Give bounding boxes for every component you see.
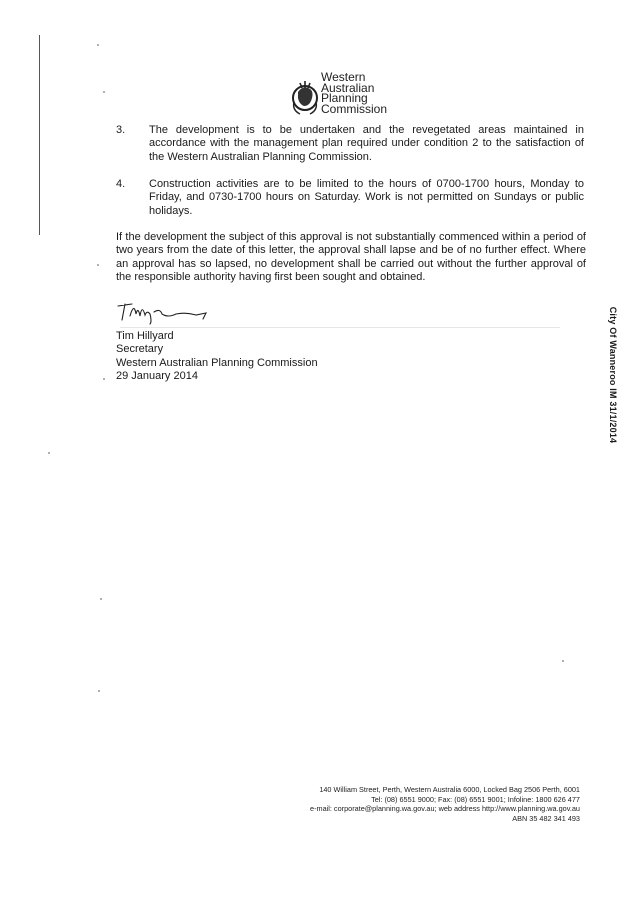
scan-speck	[100, 598, 102, 600]
scan-speck	[103, 91, 105, 93]
condition-number: 3.	[116, 124, 126, 136]
logo-line: Commission	[321, 101, 388, 116]
scan-speck	[97, 264, 99, 266]
scan-speck	[98, 690, 100, 692]
condition-number: 4.	[116, 178, 126, 190]
approval-validity-paragraph: If the development the subject of this approval is not substantially commenced within a period of two years from the date of this letter, the approval shall lapse and be of no further effect. Where an approval has so lapsed, no development shall be carried out without the further approval of the responsible authority having first been sought and obtained.	[116, 231, 586, 283]
logo-line: Australian	[321, 80, 375, 95]
signatory-name: Tim Hillyard	[116, 330, 174, 342]
scan-speck	[103, 378, 105, 380]
signatory-title: Secretary	[116, 343, 164, 356]
scan-fold-line	[120, 327, 560, 328]
footer-abn: ABN 35 482 341 493	[512, 813, 580, 823]
letter-date: 29 January 2014	[116, 369, 198, 382]
signature-block	[116, 330, 318, 383]
logo-wordmark	[321, 72, 387, 114]
letterhead-footer	[160, 785, 580, 823]
signature-image	[116, 296, 216, 326]
received-stamp	[593, 300, 623, 460]
wapc-emblem-icon	[290, 76, 320, 118]
logo-line: Planning	[321, 91, 368, 105]
footer-phone: Tel: (08) 6551 9000; Fax: (08) 6551 9001; Infoline: 1800 626 477	[371, 794, 580, 804]
scan-margin-line	[39, 35, 40, 235]
received-stamp-text: City Of Wanneroo IM 31/1/2014	[608, 306, 618, 444]
condition-text: Construction activities are to be limited to the hours of 0700-1700 hours, Monday to Friday, and 0730-1700 hours on Saturday. Work is not permitted on Sundays or public holidays.	[149, 178, 584, 217]
scan-speck	[48, 452, 50, 454]
scan-speck	[562, 660, 564, 662]
signatory-organisation: Western Australian Planning Commission	[116, 356, 318, 369]
logo-line: Western	[321, 70, 366, 84]
footer-address: 140 William Street, Perth, Western Australia 6000, Locked Bag 2506 Perth, 6001	[319, 785, 580, 794]
condition-text: The development is to be undertaken and the revegetated areas maintained in accordance with the management plan required under condition 2 to the satisfaction of the Western Australian Planning Commission.	[149, 124, 584, 163]
footer-email-web: e-mail: corporate@planning.wa.gov.au; web address http://www.planning.wa.gov.au	[310, 804, 580, 814]
wapc-logo	[290, 72, 430, 124]
scan-speck	[97, 44, 99, 46]
